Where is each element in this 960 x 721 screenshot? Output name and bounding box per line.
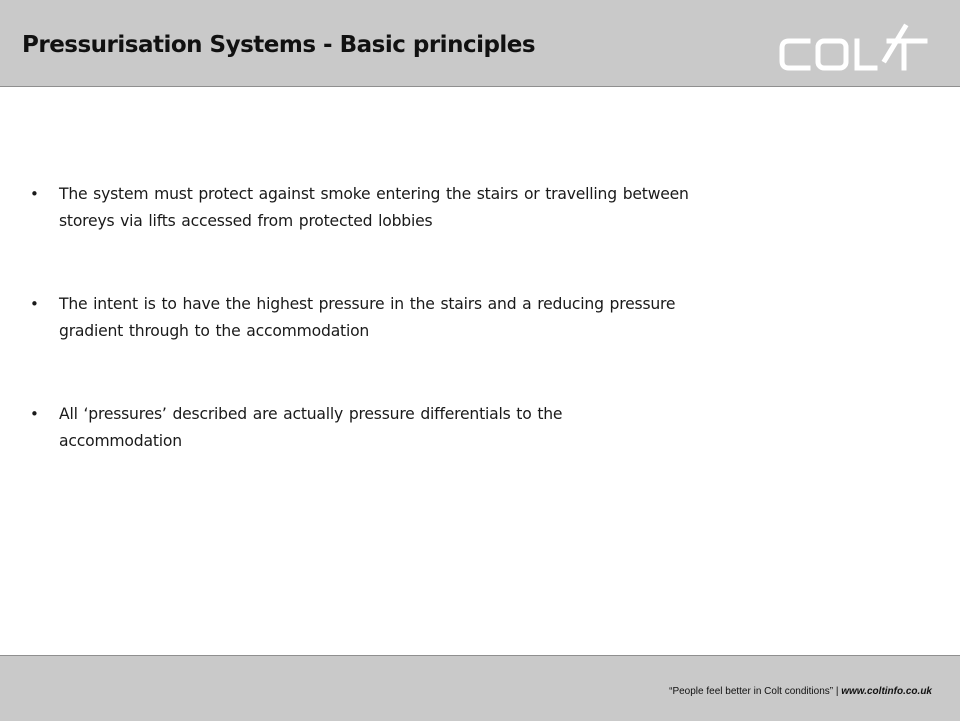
bullet-text: The system must protect against smoke entering the stairs or travelling between storeys via lifts accessed from protected lobbies [59,185,689,230]
bullet-marker: • [30,185,39,203]
slide-header [0,0,960,87]
bullet-item [30,401,690,455]
slide-footer [0,655,960,721]
bullet-item [30,181,690,235]
slide-title: Pressurisation Systems - Basic principles [22,32,536,58]
bullet-text: The intent is to have the highest pressure in the stairs and a reducing pressure gradient through to the accommodation [59,295,676,340]
footer-separator: | [833,686,842,697]
footer-line [669,686,932,697]
colt-logo [777,22,933,74]
footer-tagline: “People feel better in Colt conditions” [669,686,834,697]
slide-body [0,87,960,655]
bullet-text: All ‘pressures’ described are actually pressure differentials to the accommodation [59,405,563,450]
bullet-marker: • [30,295,39,313]
bullet-item [30,291,690,345]
footer-url[interactable]: www.coltinfo.co.uk [841,686,932,697]
bullet-marker: • [30,405,39,423]
